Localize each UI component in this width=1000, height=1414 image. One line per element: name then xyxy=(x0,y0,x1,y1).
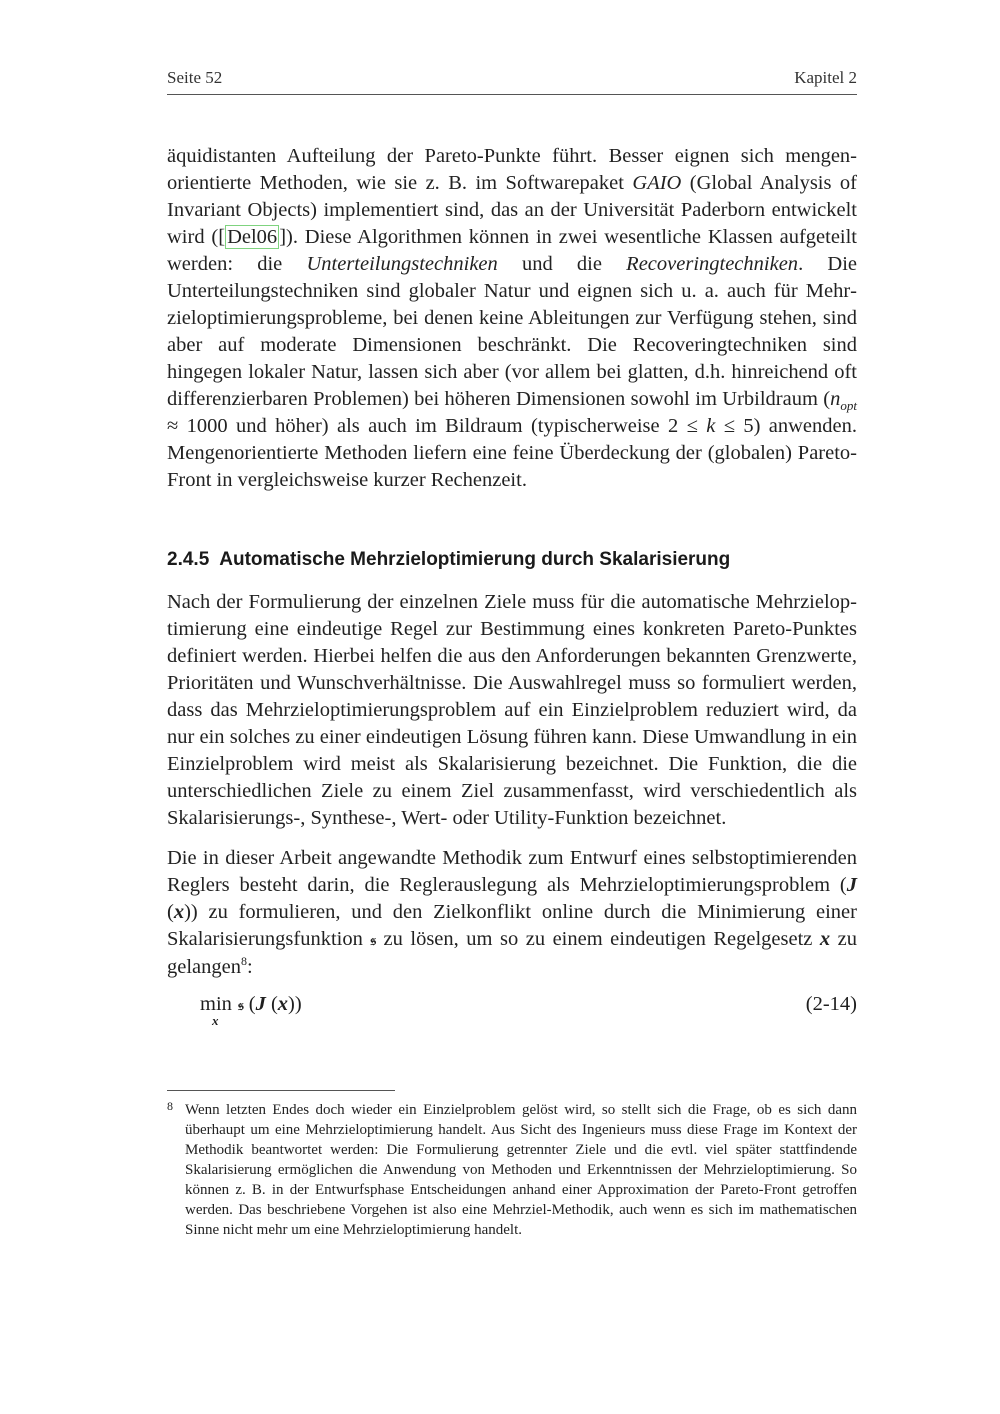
min-subscript: x xyxy=(212,1013,219,1028)
equation-2-14 xyxy=(200,993,857,1033)
math-J: J xyxy=(255,993,266,1015)
text-run: )) zu formulieren, und den Zielkonflikt online durch die Minimierung einer Skalarisierungsfunktion xyxy=(167,901,857,950)
equation-number: (2-14) xyxy=(805,993,857,1015)
text-run: ( xyxy=(265,993,278,1015)
math-n-subscript: opt xyxy=(840,398,857,414)
footnote-text: Wenn letzten Endes doch wieder ein Einzielproblem gelöst wird, so stellt sich die Frage, ob es sich dann überhaupt um eine Mehrzieloptimierung handelt. Aus Sicht des Ingenieurs muss diese Frage im Kontext der Methodik beantwortet werden: Die Formulierung getrennter Ziele und die evtl. viel später stattfindende Skalarisierung ermöglichen die Anwendung von Methoden und Erkenntnissen der Mehrzieloptimierung. So können z. B. in der Entwurfsphase Entscheidungen anhand einer Approximation der Pareto-Front getroffen werden. Das beschriebene Vorgehen ist also eine Mehrziel-Methodik, auch wenn es sich im mathematischen Sinne nicht mehr um eine Mehrzieloptimierung handelt. xyxy=(185,1102,857,1238)
chapter-label: Kapitel 2 xyxy=(794,68,857,87)
text-run: ]). Diese Algorithmen können in zwei wesentliche Klassen aufgeteilt werden: die xyxy=(167,226,858,275)
paragraph-text: Nach der Formulierung der einzelnen Ziele muss für die automatische Mehrzieloptimierung eine eindeutige Regel zur Bestimmung eines konkreten Pareto-Punktes definiert werden. Hierbei helfen die aus den Anforderungen bekannten Grenzwerte, Prioritäten und Wunschverhältnisse. Die Auswahlregel muss so formuliert werden, dass das Mehrzieloptimierungsproblem auf ein Einzielproblem reduziert wird, da nur ein solches zu einer eindeutigen Lösung führen kann. Diese Umwandlung in ein Einzielproblem wird meist als Skalarisierung bezeichnet. Die Funktion, die die unterschiedlichen Ziele zu einem Ziel zusammenfasst, wird verschiedentlich als Skalarisierungs-, Synthese-, Wert- oder Utility-Funktion bezeichnet. xyxy=(167,591,857,829)
math-s: 𝔰 xyxy=(370,931,377,949)
math-k: k xyxy=(706,415,716,437)
section-heading xyxy=(167,549,857,571)
software-name: GAIO xyxy=(632,172,682,194)
term-unterteilung: Unterteilungstechniken xyxy=(306,253,498,275)
section-number: 2.4.5 xyxy=(167,549,210,570)
text-run: )) xyxy=(288,993,302,1015)
math-s: 𝔰 xyxy=(238,996,244,1014)
min-operator: min xyxy=(200,993,232,1015)
term-recovering: Recoveringtechniken xyxy=(626,253,799,275)
text-run: zu lösen, um so zu einem eindeutigen Regelgesetz xyxy=(376,928,820,950)
equation-expression xyxy=(238,993,302,1016)
math-n: n xyxy=(830,388,841,410)
paragraph-skalarisierung xyxy=(167,589,857,832)
text-run: ( xyxy=(167,901,174,923)
paragraph-gaio xyxy=(167,143,857,494)
text-run: und die xyxy=(497,253,627,275)
text-run: . Die Unterteilungstechniken sind globaler Natur und eignen sich u. a. auch für Mehrzieloptimierungsprobleme, bei denen keine Ableitungen zur Verfügung stehen, sind aber auf moderate Dimensionen beschränkt. Die Recoveringtechniken sind hingegen lokaler Natur, lassen sich aber (vor allem bei glatten, d.h. hinreichend oft differenzierbaren Problemen) bei höheren Dimensionen sowohl im Urbildraum ( xyxy=(167,253,857,410)
text-run: ( xyxy=(243,993,256,1015)
running-header xyxy=(167,68,857,95)
math-x: x xyxy=(277,993,289,1015)
equation-min xyxy=(200,993,232,1028)
footnote-8 xyxy=(167,1100,857,1240)
text-run: (Global Analysis of Invariant Objects) implementiert sind, das an der Universität Paderborn entwickelt wird ([ xyxy=(167,172,857,248)
text-run: zu gelangen xyxy=(167,928,857,978)
math-x: x xyxy=(173,901,185,923)
footnote-mark: 8 xyxy=(167,1099,173,1113)
text-run: ≤ 5) anwenden. Mengenorientierte Methoden liefern eine feine Überdeckung der (globalen) Pareto-Front in vergleichsweise kurzer Rechenzeit. xyxy=(167,415,857,491)
text-run: : xyxy=(247,956,253,978)
citation-link[interactable]: Del06 xyxy=(227,226,278,248)
math-x: x xyxy=(819,928,831,950)
text-run: äquidistanten Aufteilung der Pareto-Punkte führt. Besser eignen sich mengenorientierte Methoden, wie sie z. B. im Softwarepaket xyxy=(167,145,857,194)
section-title: Automatische Mehrzieloptimierung durch Skalarisierung xyxy=(219,549,731,570)
paragraph-methodik xyxy=(167,845,857,981)
math-J: J xyxy=(846,874,857,896)
page-number: Seite 52 xyxy=(167,68,223,87)
footnote-divider xyxy=(167,1090,395,1091)
text-run: ≈ 1000 und höher) als auch im Bildraum (typischerweise 2 ≤ xyxy=(167,415,707,437)
footnote-reference[interactable]: 8 xyxy=(241,954,247,969)
text-run: Die in dieser Arbeit angewandte Methodik zum Entwurf eines selbstoptimierenden Reglers besteht darin, die Reglerauslegung als Mehrzieloptimierungsproblem ( xyxy=(167,847,857,896)
